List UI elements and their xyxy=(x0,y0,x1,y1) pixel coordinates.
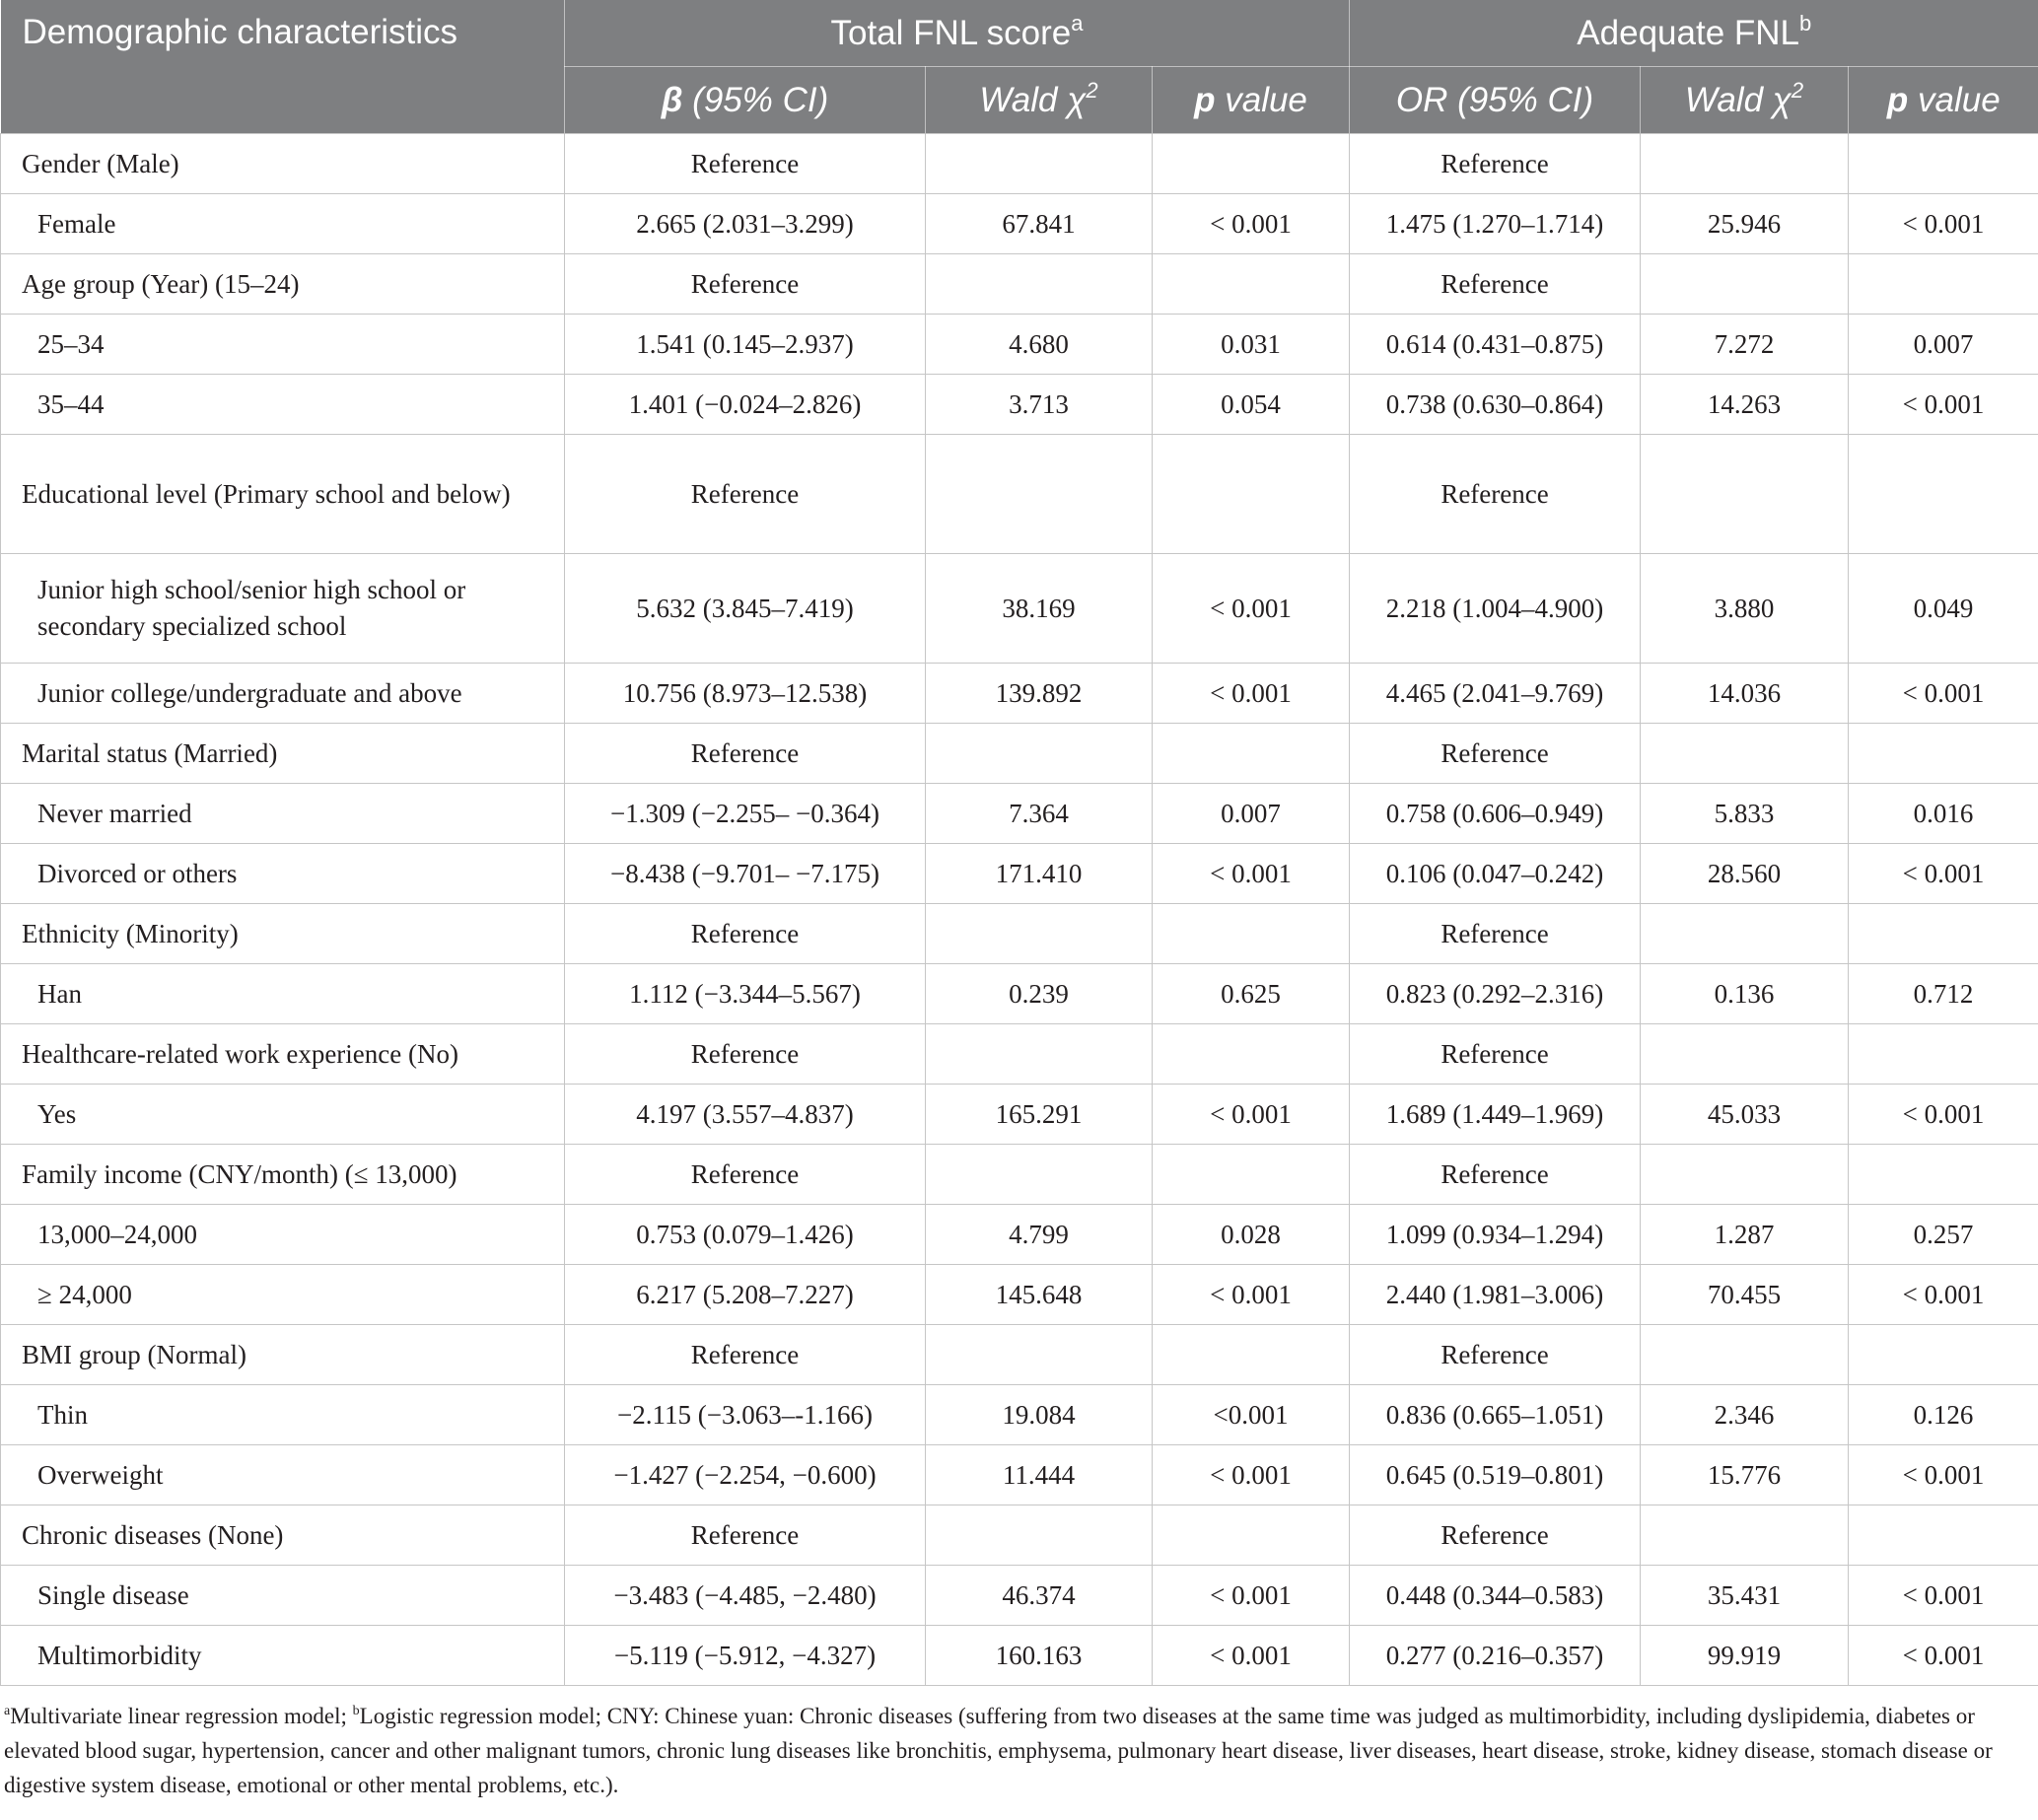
empty-cell xyxy=(1641,1325,1849,1385)
p-value-logistic-cell: < 0.001 xyxy=(1849,664,2038,724)
wald-chi2-linear-cell: 38.169 xyxy=(926,554,1153,664)
beta-ci-cell: Reference xyxy=(565,435,926,554)
table-row-han xyxy=(1,964,2038,1024)
p-value-logistic-cell: 0.126 xyxy=(1849,1385,2038,1445)
row-label: Divorced or others xyxy=(1,844,565,904)
or-ci-cell: 2.218 (1.004–4.900) xyxy=(1350,554,1641,664)
beta-ci-cell: 1.401 (−0.024–2.826) xyxy=(565,375,926,435)
wald-chi2-logistic-cell: 70.455 xyxy=(1641,1265,1849,1325)
table-row-female xyxy=(1,194,2038,254)
footnote-marker-b: b xyxy=(1799,10,1812,35)
table-row-multimorbidity xyxy=(1,1626,2038,1686)
empty-cell xyxy=(1641,1505,1849,1566)
empty-cell xyxy=(1641,435,1849,554)
row-label: 13,000–24,000 xyxy=(1,1205,565,1265)
empty-cell xyxy=(1153,724,1350,784)
empty-cell xyxy=(1641,134,1849,194)
empty-cell xyxy=(926,435,1153,554)
or-ci-cell: Reference xyxy=(1350,134,1641,194)
wald-chi2-logistic-cell: 35.431 xyxy=(1641,1566,1849,1626)
empty-cell xyxy=(1153,134,1350,194)
p-symbol: p xyxy=(1194,80,1216,119)
table-header xyxy=(1,0,2038,134)
table-row-educational-level xyxy=(1,435,2038,554)
empty-cell xyxy=(1849,254,2038,315)
p-value-linear-cell: 0.054 xyxy=(1153,375,1350,435)
table-row-divorced-or-others xyxy=(1,844,2038,904)
beta-ci-cell: −1.309 (−2.255– −0.364) xyxy=(565,784,926,844)
p-value-logistic-cell: < 0.001 xyxy=(1849,375,2038,435)
empty-cell xyxy=(926,1024,1153,1085)
empty-cell xyxy=(1849,1024,2038,1085)
wald-chi2-logistic-cell: 5.833 xyxy=(1641,784,1849,844)
empty-cell xyxy=(1153,1505,1350,1566)
wald-chi2-logistic-cell: 3.880 xyxy=(1641,554,1849,664)
empty-cell xyxy=(1849,1145,2038,1205)
table-body xyxy=(1,134,2038,1686)
or-ci-cell: 0.277 (0.216–0.357) xyxy=(1350,1626,1641,1686)
empty-cell xyxy=(1849,1325,2038,1385)
p-value-linear-cell: < 0.001 xyxy=(1153,664,1350,724)
wald-chi2-logistic-cell: 2.346 xyxy=(1641,1385,1849,1445)
wald-chi2-linear-cell: 67.841 xyxy=(926,194,1153,254)
beta-ci-cell: 10.756 (8.973–12.538) xyxy=(565,664,926,724)
row-label: Multimorbidity xyxy=(1,1626,565,1686)
empty-cell xyxy=(926,134,1153,194)
wald-chi2-linear-cell: 4.680 xyxy=(926,315,1153,375)
wald-chi2-linear-cell: 160.163 xyxy=(926,1626,1153,1686)
p-value-linear-cell: < 0.001 xyxy=(1153,1626,1350,1686)
beta-ci-cell: 2.665 (2.031–3.299) xyxy=(565,194,926,254)
row-label: 35–44 xyxy=(1,375,565,435)
beta-ci-cell: Reference xyxy=(565,254,926,315)
or-ci-cell: 1.689 (1.449–1.969) xyxy=(1350,1085,1641,1145)
table-footnote xyxy=(0,1686,2038,1802)
p-value-logistic-cell: < 0.001 xyxy=(1849,844,2038,904)
p-value-logistic-cell: < 0.001 xyxy=(1849,1445,2038,1505)
header-row-groups xyxy=(1,0,2038,67)
row-label: Female xyxy=(1,194,565,254)
footnote-text-a: Multivariate linear regression model; xyxy=(10,1704,353,1728)
footnote-marker-a: a xyxy=(1071,10,1084,35)
beta-ci-cell: 5.632 (3.845–7.419) xyxy=(565,554,926,664)
row-label: Never married xyxy=(1,784,565,844)
or-ci-cell: 0.823 (0.292–2.316) xyxy=(1350,964,1641,1024)
wald-chi2-linear-cell: 4.799 xyxy=(926,1205,1153,1265)
or-ci-cell: 0.645 (0.519–0.801) xyxy=(1350,1445,1641,1505)
table-row-junior-college xyxy=(1,664,2038,724)
or-ci-cell: 0.836 (0.665–1.051) xyxy=(1350,1385,1641,1445)
p-value-linear-cell: 0.031 xyxy=(1153,315,1350,375)
beta-ci-cell: −1.427 (−2.254, −0.600) xyxy=(565,1445,926,1505)
chi-squared-exponent: 2 xyxy=(1086,77,1098,103)
p-value-logistic-cell: 0.257 xyxy=(1849,1205,2038,1265)
p-value-logistic-cell: < 0.001 xyxy=(1849,1265,2038,1325)
wald-chi2-logistic-cell: 45.033 xyxy=(1641,1085,1849,1145)
or-ci-cell: Reference xyxy=(1350,1145,1641,1205)
wald-chi2-logistic-cell: 25.946 xyxy=(1641,194,1849,254)
row-label: Gender (Male) xyxy=(1,134,565,194)
row-label: Ethnicity (Minority) xyxy=(1,904,565,964)
wald-chi2-linear-cell: 165.291 xyxy=(926,1085,1153,1145)
header-demographic-characteristics: Demographic characteristics xyxy=(1,0,565,134)
or-ci-cell: 0.738 (0.630–0.864) xyxy=(1350,375,1641,435)
beta-ci-cell: 0.753 (0.079–1.426) xyxy=(565,1205,926,1265)
table-row-ethnicity xyxy=(1,904,2038,964)
row-label: Junior college/undergraduate and above xyxy=(1,664,565,724)
chi-squared-exponent: 2 xyxy=(1791,77,1804,103)
row-label: ≥ 24,000 xyxy=(1,1265,565,1325)
row-label: Chronic diseases (None) xyxy=(1,1505,565,1566)
beta-ci-cell: Reference xyxy=(565,724,926,784)
empty-cell xyxy=(1641,724,1849,784)
row-label: Educational level (Primary school and below) xyxy=(1,435,565,554)
empty-cell xyxy=(1641,904,1849,964)
wald-chi2-logistic-cell: 14.263 xyxy=(1641,375,1849,435)
p-symbol: p xyxy=(1886,80,1909,119)
table-row-age-group xyxy=(1,254,2038,315)
row-label: Yes xyxy=(1,1085,565,1145)
empty-cell xyxy=(1849,904,2038,964)
header-wald-chi2-linear xyxy=(926,67,1153,134)
beta-symbol: β xyxy=(661,80,683,119)
or-ci-cell: 1.475 (1.270–1.714) xyxy=(1350,194,1641,254)
table-row-marital-status xyxy=(1,724,2038,784)
wald-chi2-linear-cell: 19.084 xyxy=(926,1385,1153,1445)
p-value-linear-cell: 0.007 xyxy=(1153,784,1350,844)
beta-ci-cell: 4.197 (3.557–4.837) xyxy=(565,1085,926,1145)
table-row-overweight xyxy=(1,1445,2038,1505)
empty-cell xyxy=(1153,1145,1350,1205)
row-label: Single disease xyxy=(1,1566,565,1626)
empty-cell xyxy=(1849,724,2038,784)
beta-ci-cell: 6.217 (5.208–7.227) xyxy=(565,1265,926,1325)
or-ci-cell: 0.106 (0.047–0.242) xyxy=(1350,844,1641,904)
empty-cell xyxy=(1849,435,2038,554)
wald-chi2-logistic-cell: 0.136 xyxy=(1641,964,1849,1024)
row-label: BMI group (Normal) xyxy=(1,1325,565,1385)
row-label: Thin xyxy=(1,1385,565,1445)
beta-ci-cell: Reference xyxy=(565,1325,926,1385)
beta-ci-cell: Reference xyxy=(565,1024,926,1085)
table-row-single-disease xyxy=(1,1566,2038,1626)
wald-chi2-logistic-cell: 15.776 xyxy=(1641,1445,1849,1505)
p-value-logistic-cell: < 0.001 xyxy=(1849,1566,2038,1626)
beta-ci-cell: −5.119 (−5.912, −4.327) xyxy=(565,1626,926,1686)
table-row-income-13000-24000 xyxy=(1,1205,2038,1265)
header-adequate-fnl-label: Adequate FNL xyxy=(1577,13,1800,52)
table-row-junior-high xyxy=(1,554,2038,664)
empty-cell xyxy=(1641,1024,1849,1085)
p-value-label: value xyxy=(1215,80,1307,119)
table-row-age-35-44 xyxy=(1,375,2038,435)
wald-label: Wald xyxy=(979,80,1068,119)
wald-label: Wald xyxy=(1684,80,1773,119)
chi-symbol: χ xyxy=(1772,80,1792,119)
footnote-marker-b: b xyxy=(352,1704,360,1718)
p-value-linear-cell: <0.001 xyxy=(1153,1385,1350,1445)
p-value-logistic-cell: 0.007 xyxy=(1849,315,2038,375)
empty-cell xyxy=(926,1325,1153,1385)
wald-chi2-logistic-cell: 14.036 xyxy=(1641,664,1849,724)
row-label: Marital status (Married) xyxy=(1,724,565,784)
or-ci-cell: Reference xyxy=(1350,724,1641,784)
wald-chi2-linear-cell: 3.713 xyxy=(926,375,1153,435)
empty-cell xyxy=(926,904,1153,964)
header-total-fnl-score xyxy=(565,0,1350,67)
p-value-logistic-cell: < 0.001 xyxy=(1849,1085,2038,1145)
empty-cell xyxy=(926,1145,1153,1205)
empty-cell xyxy=(926,724,1153,784)
header-adequate-fnl xyxy=(1350,0,2038,67)
wald-chi2-linear-cell: 145.648 xyxy=(926,1265,1153,1325)
row-label: Junior high school/senior high school or secondary specialized school xyxy=(1,554,565,664)
p-value-logistic-cell: < 0.001 xyxy=(1849,1626,2038,1686)
table-row-never-married xyxy=(1,784,2038,844)
row-label: Healthcare-related work experience (No) xyxy=(1,1024,565,1085)
p-value-linear-cell: < 0.001 xyxy=(1153,844,1350,904)
table-row-chronic-diseases xyxy=(1,1505,2038,1566)
wald-chi2-logistic-cell: 99.919 xyxy=(1641,1626,1849,1686)
or-ci-cell: 0.758 (0.606–0.949) xyxy=(1350,784,1641,844)
beta-ci-cell: 1.541 (0.145–2.937) xyxy=(565,315,926,375)
empty-cell xyxy=(1153,254,1350,315)
or-ci-cell: Reference xyxy=(1350,1325,1641,1385)
p-value-logistic-cell: 0.712 xyxy=(1849,964,2038,1024)
p-value-logistic-cell: < 0.001 xyxy=(1849,194,2038,254)
wald-chi2-linear-cell: 46.374 xyxy=(926,1566,1153,1626)
empty-cell xyxy=(1153,1024,1350,1085)
or-ci-cell: 2.440 (1.981–3.006) xyxy=(1350,1265,1641,1325)
wald-chi2-logistic-cell: 28.560 xyxy=(1641,844,1849,904)
empty-cell xyxy=(1641,254,1849,315)
p-value-linear-cell: 0.028 xyxy=(1153,1205,1350,1265)
chi-symbol: χ xyxy=(1067,80,1087,119)
or-ci-cell: 0.448 (0.344–0.583) xyxy=(1350,1566,1641,1626)
p-value-logistic-cell: 0.049 xyxy=(1849,554,2038,664)
or-ci-cell: 4.465 (2.041–9.769) xyxy=(1350,664,1641,724)
or-ci-cell: Reference xyxy=(1350,1024,1641,1085)
empty-cell xyxy=(926,1505,1153,1566)
beta-ci-cell: Reference xyxy=(565,1505,926,1566)
empty-cell xyxy=(1153,1325,1350,1385)
table-row-yes xyxy=(1,1085,2038,1145)
empty-cell xyxy=(1153,435,1350,554)
table-row-healthcare-experience xyxy=(1,1024,2038,1085)
beta-ci-cell: Reference xyxy=(565,1145,926,1205)
or-ci-cell: 0.614 (0.431–0.875) xyxy=(1350,315,1641,375)
empty-cell xyxy=(926,254,1153,315)
wald-chi2-linear-cell: 11.444 xyxy=(926,1445,1153,1505)
table-row-thin xyxy=(1,1385,2038,1445)
empty-cell xyxy=(1153,904,1350,964)
table-row-family-income xyxy=(1,1145,2038,1205)
p-value-linear-cell: < 0.001 xyxy=(1153,1085,1350,1145)
wald-chi2-logistic-cell: 7.272 xyxy=(1641,315,1849,375)
wald-chi2-logistic-cell: 1.287 xyxy=(1641,1205,1849,1265)
row-label: Age group (Year) (15–24) xyxy=(1,254,565,315)
beta-ci-cell: −2.115 (−3.063–-1.166) xyxy=(565,1385,926,1445)
footnote-marker-a: a xyxy=(4,1704,11,1718)
empty-cell xyxy=(1849,134,2038,194)
header-total-fnl-label: Total FNL score xyxy=(830,13,1072,52)
table-row-age-25-34 xyxy=(1,315,2038,375)
row-label: Han xyxy=(1,964,565,1024)
p-value-label: value xyxy=(1908,80,2001,119)
header-p-value-logistic xyxy=(1849,67,2038,134)
beta-ci-cell: −8.438 (−9.701– −7.175) xyxy=(565,844,926,904)
header-or-ci: OR (95% CI) xyxy=(1350,67,1641,134)
p-value-linear-cell: < 0.001 xyxy=(1153,194,1350,254)
beta-ci-cell: 1.112 (−3.344–5.567) xyxy=(565,964,926,1024)
p-value-linear-cell: 0.625 xyxy=(1153,964,1350,1024)
beta-ci-cell: Reference xyxy=(565,134,926,194)
beta-ci-label: (95% CI) xyxy=(682,80,829,119)
or-ci-cell: Reference xyxy=(1350,435,1641,554)
empty-cell xyxy=(1849,1505,2038,1566)
footnote-text-b: Logistic regression model; CNY: Chinese yuan: Chronic diseases (suffering from two diseases at the same time was judged as multimorbidity, including dyslipidemia, diabetes or elevated blood sugar, hypertension, cancer and other malignant tumors, chronic lung diseases like bronchitis, emphysema, pulmonary heart disease, liver diseases, heart disease, stroke, kidney disease, stomach disease or digestive system disease, emotional or other mental problems, etc.). xyxy=(4,1704,1993,1797)
table-row-income-24000-plus xyxy=(1,1265,2038,1325)
p-value-logistic-cell: 0.016 xyxy=(1849,784,2038,844)
table-row-gender xyxy=(1,134,2038,194)
or-ci-cell: Reference xyxy=(1350,1505,1641,1566)
wald-chi2-linear-cell: 171.410 xyxy=(926,844,1153,904)
header-beta-ci xyxy=(565,67,926,134)
header-p-value-linear xyxy=(1153,67,1350,134)
beta-ci-cell: −3.483 (−4.485, −2.480) xyxy=(565,1566,926,1626)
p-value-linear-cell: < 0.001 xyxy=(1153,554,1350,664)
empty-cell xyxy=(1641,1145,1849,1205)
beta-ci-cell: Reference xyxy=(565,904,926,964)
or-ci-cell: 1.099 (0.934–1.294) xyxy=(1350,1205,1641,1265)
or-ci-cell: Reference xyxy=(1350,254,1641,315)
p-value-linear-cell: < 0.001 xyxy=(1153,1265,1350,1325)
row-label: Family income (CNY/month) (≤ 13,000) xyxy=(1,1145,565,1205)
row-label: 25–34 xyxy=(1,315,565,375)
or-ci-cell: Reference xyxy=(1350,904,1641,964)
wald-chi2-linear-cell: 139.892 xyxy=(926,664,1153,724)
p-value-linear-cell: < 0.001 xyxy=(1153,1445,1350,1505)
table-row-bmi-group xyxy=(1,1325,2038,1385)
p-value-linear-cell: < 0.001 xyxy=(1153,1566,1350,1626)
row-label: Overweight xyxy=(1,1445,565,1505)
wald-chi2-linear-cell: 7.364 xyxy=(926,784,1153,844)
wald-chi2-linear-cell: 0.239 xyxy=(926,964,1153,1024)
header-wald-chi2-logistic xyxy=(1641,67,1849,134)
